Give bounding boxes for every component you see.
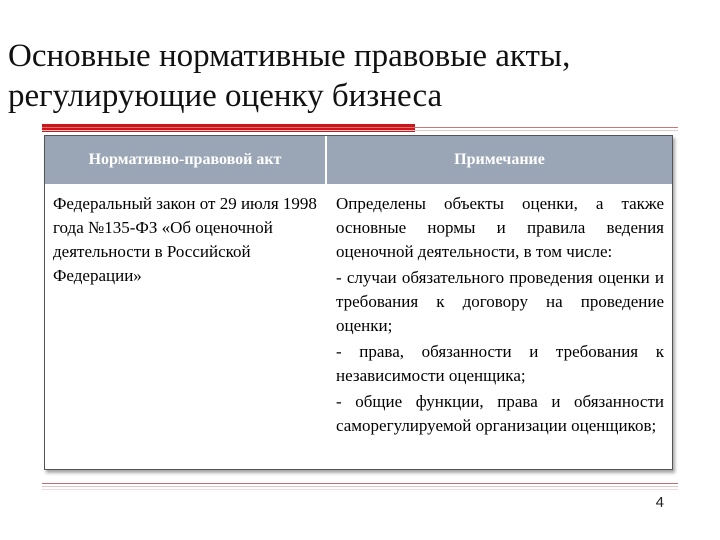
note-paragraph: - общие функции, права и обязанности саморегулируемой организации оценщиков; xyxy=(336,392,664,435)
cell-act: Федеральный закон от 29 июля 1998 года №135-ФЗ «Об оценочной деятельности в Российской Федерации» xyxy=(53,194,317,285)
slide-title: Основные нормативные правовые акты, регулирующие оценку бизнеса xyxy=(8,38,571,114)
footer-divider-line-light xyxy=(42,486,678,487)
note-paragraph: - случаи обязательного проведения оценки и требования к договору на проведение оценки; xyxy=(336,268,664,335)
footer-divider-line-faint xyxy=(42,489,678,490)
header-note: Примечание xyxy=(326,136,672,185)
table-header-row xyxy=(45,136,672,185)
table-row xyxy=(45,185,672,446)
cell-note xyxy=(326,185,672,446)
page-number: 4 xyxy=(655,494,664,511)
title-divider-line-light xyxy=(42,130,678,131)
title-divider-line xyxy=(42,127,678,128)
footer-divider-line xyxy=(42,483,678,484)
acts-table xyxy=(44,135,673,470)
header-act: Нормативно-правовой акт xyxy=(45,136,326,185)
note-paragraph: Определены объекты оценки, а также основные нормы и правила ведения оценочной деятельности, в том числе: xyxy=(336,194,664,261)
note-paragraph: - права, обязанности и требования к независимости оценщика; xyxy=(336,342,664,385)
